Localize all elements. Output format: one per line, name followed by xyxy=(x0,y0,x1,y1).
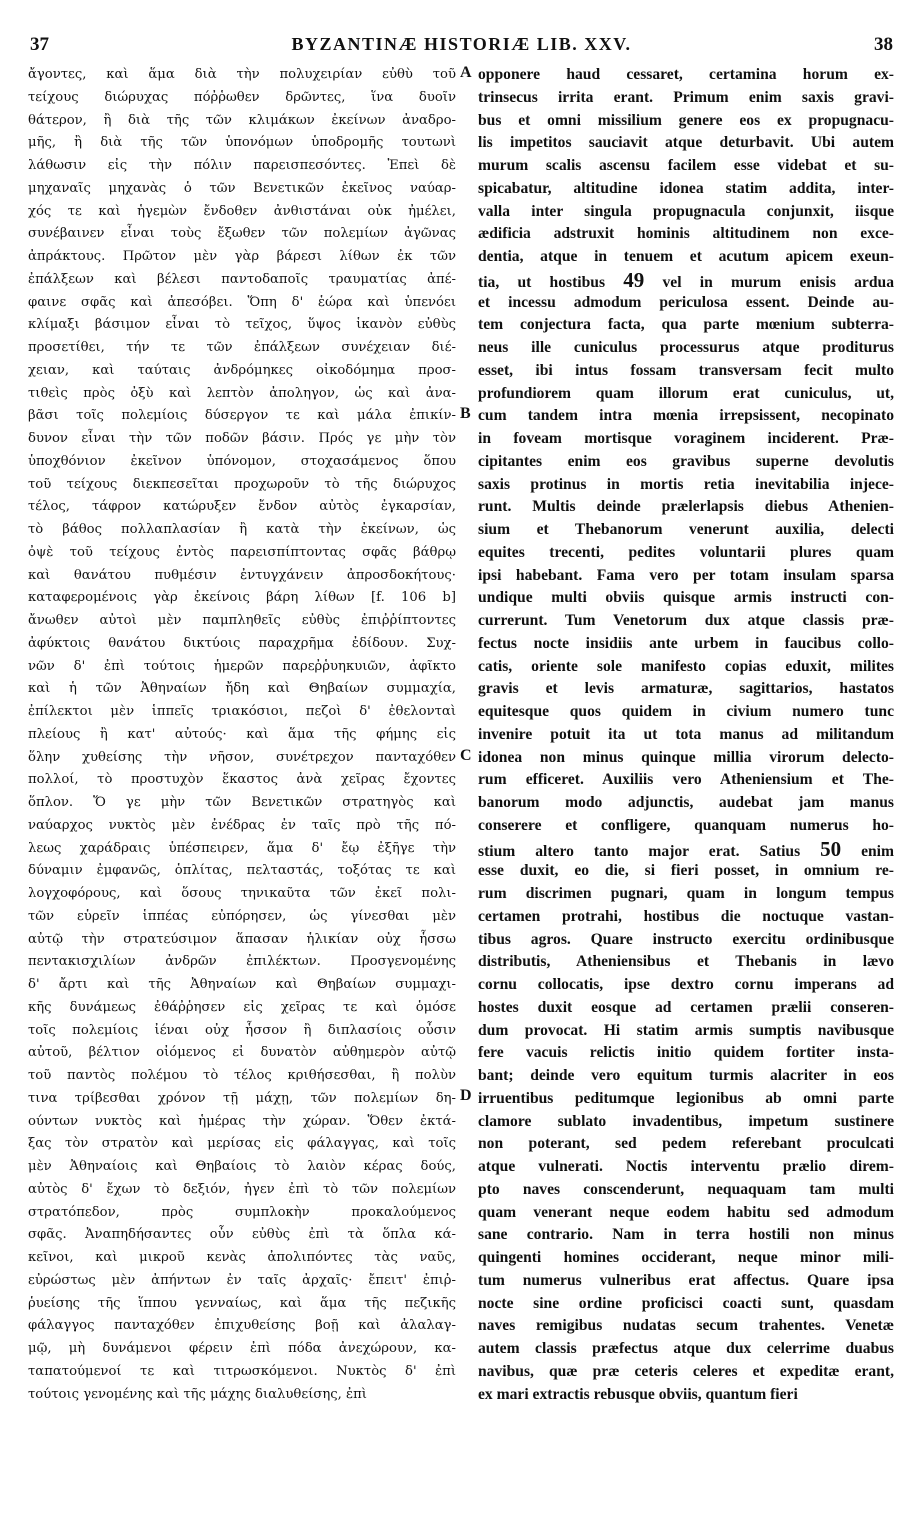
latin-text-line: clamore sublato invadentibus, impetum sustinere xyxy=(478,1112,894,1130)
running-title: BYZANTINÆ HISTORIÆ LIB. XXV. xyxy=(291,34,632,54)
greek-text-line: πεντακισχιλίων ἀνδρῶν ἐπιλέκτων. Προσγενομένης xyxy=(28,954,456,970)
greek-text-line: ταπατούμενοί τε καὶ τιτρωσκόμενοι. Νυκτὸς δ' ἐπὶ xyxy=(28,1363,456,1379)
latin-text-line: idonea non minus quinque millia virorum delecto- xyxy=(478,748,894,766)
greek-text-line: κλίμαξι βάσιμον εἶναι τὸ τεῖχος, ὕψος ἱκανὸν εὐθὺς xyxy=(28,317,456,333)
latin-text-line: equitesque quos quidem in civium numero tunc xyxy=(478,703,894,720)
latin-text-line: tum numerus vulneribus erat affectus. Quare ipsa xyxy=(478,1271,894,1289)
greek-text-line: λεως χαράδραις ὑπέσπειρεν, ἅμα δ' ἔῳ ἐξῆγε τὴν xyxy=(28,840,456,856)
greek-text-line: καταφερομένοις γὰρ ἐκείνοις βάρη λίθων [f. 106 b] xyxy=(28,590,456,606)
greek-text-line: μὲν Ἀθηναίοις καὶ Θηβαίοις τὸ λαιὸν κέρας δούς, xyxy=(28,1159,456,1174)
latin-text-line: catis, oriente sole manifesto copias eduxit, milites xyxy=(478,657,894,675)
latin-text-line: distributis, Atheniensibus et Thebanis in lævo xyxy=(478,953,894,971)
latin-text-line: bant; deinde vero equitum turmis alacriter in eos xyxy=(478,1067,894,1084)
greek-text-line: θάτερον, ἢ διὰ τῆς τῶν κλιμάκων ἐκείνων ἀναδρο- xyxy=(28,112,456,128)
greek-text-line: φαινε σφᾶς καὶ ἀπεσόβει. Ὅπη δ' ἑώρα καὶ ὑπενόει xyxy=(28,294,456,310)
latin-text-line: gravis et levis armaturæ, sagittarios, hastatos xyxy=(478,680,894,698)
greek-text-line: ὀψὲ τοῦ τείχους ἐντὸς παρεισπίπτοντας σφᾶς βάθρῳ xyxy=(28,544,456,560)
latin-text-line: atque vulnerati. Noctis interventu prælio direm- xyxy=(478,1158,894,1175)
page-number-right: 38 xyxy=(873,34,893,55)
latin-text-line: trinsecus irrita erant. Primum enim saxis gravi- xyxy=(478,88,894,106)
greek-text-line: λογχοφόρους, καὶ ὅσους τηνικαῦτα τῶν ἐκεῖ πολι- xyxy=(28,886,456,901)
latin-text-line: rum efficeret. Auxiliis vero Atheniensium et The- xyxy=(478,771,894,789)
section-number: 49 xyxy=(623,268,645,292)
latin-text-line: pto naves conscenderunt, nequaquam tam multi xyxy=(478,1180,894,1198)
greek-text-line: βᾶσι τοῖς πολεμίοις δύσεργον τε καὶ μάλα ἐπικίν- xyxy=(28,408,456,424)
latin-text-line: quingenti homines occiderant, neque minor mili- xyxy=(478,1249,894,1266)
greek-text-line: ῥυείσης τῆς ἵππου γενναίως, καὶ ἅμα τῆς πεζικῆς xyxy=(28,1295,456,1311)
latin-text-line: irruentibus peditumque legionibus ab omni parte xyxy=(478,1089,894,1107)
latin-text-line: certamen protrahi, hostibus die noctuque vastan- xyxy=(478,907,894,925)
latin-text-line: saxis protinus in mortis retia inevitabilia injece- xyxy=(478,475,894,493)
latin-text-line: navibus, quæ præ ceteris celeres et expeditæ erant, xyxy=(478,1362,894,1380)
latin-text-line: ipsi habebant. Fama vero per totam insulam sparsa xyxy=(478,566,894,584)
greek-text-line: ἄγοντες, καὶ ἅμα διὰ τὴν πολυχειρίαν εὐθὺ τοῦ xyxy=(28,67,456,82)
greek-text-line: τέλος, τάφρον κατώρυξεν ἔνδον αὐτὸς ἐγκαρσίαν, xyxy=(28,499,456,515)
greek-text-line: αὐτὸς δ' ἔχων τὸ δεξιόν, ἠγεν ἐπὶ τὸ τῶν πολεμίων xyxy=(28,1181,456,1197)
latin-text-line: cipitantes enim eos gravibus superne devolutis xyxy=(478,452,894,470)
latin-text-line: et incessu admodum periculosa essent. Deinde au- xyxy=(478,293,894,311)
greek-text-line: ούντων νυκτὸς καὶ ἡμέρας τὴν χώραν. Ὅθεν ἐκτά- xyxy=(28,1113,456,1129)
greek-text-line: πλείους ἢ κατ' αὐτούς· καὶ ἅμα τῆς φήμης εἰς xyxy=(28,726,456,742)
latin-text-line: fere vacuis relictis initio quidem fortiter insta- xyxy=(478,1044,894,1062)
greek-text-line: μηχαναῖς μηχανὰς ὁ τῶν Βενετικῶν ἐκεῖνος ναύαρ- xyxy=(28,180,456,196)
latin-text-line: invenire potuit ita ut tota manus ad militandum xyxy=(478,725,894,743)
greek-text-line: πολλοί, τὸ προστυχὸν ἕκαστος ἀνὰ χεῖρας ἔχοντες xyxy=(28,772,456,788)
latin-text-line: hostes duxit eosque ad certamen prælii conseren- xyxy=(478,998,894,1016)
page-header xyxy=(30,34,893,58)
greek-text-line: τοῦ παντὸς πολέμου τὸ τέλος κριθήσεσθαι, ἢ πολὺν xyxy=(28,1068,456,1083)
greek-text-line: νῶν δ' ἐπὶ τούτοις ἡμερῶν παρεῤῥυηκυιῶν, ἀφῖκτο xyxy=(28,658,456,674)
latin-text-line: quam venerant neque eodem habitu sed admodum xyxy=(478,1203,894,1221)
greek-text-line: ὅλην χυθείσης τὴν νῆσον, συνέτρεχον πανταχόθεν xyxy=(28,749,456,765)
greek-text-line: ὑποχθόνιον ἐκεῖνον ὑπόνομον, στοχασάμενος ὅπου xyxy=(28,453,456,469)
latin-text-line: stium altero tanto major erat. Satius 50 enim xyxy=(478,837,894,861)
latin-text-line: dentia, atque in tenuem et acutum apicem exeun- xyxy=(478,248,894,265)
greek-text-line: στρατόπεδον, πρὸς συμπλοκὴν προκαλούμενος xyxy=(28,1204,456,1220)
margin-marker-a: A xyxy=(460,64,472,81)
latin-text-line: spicabatur, altitudine idonea statim addita, inter- xyxy=(478,179,894,197)
latin-text-line: profundiorem quam illorum erat cuniculus, ut, xyxy=(478,384,894,402)
greek-text-line: τοῦ τείχους διεκπεσεῖται προχωροῦν τὸ τῆς διώρυχος xyxy=(28,476,456,492)
latin-text-line: runt. Multis deinde prælerlapsis diebus Athenien- xyxy=(478,498,894,516)
latin-text-line: ædificia adstruxit hominis altitudinem non exce- xyxy=(478,225,894,243)
latin-text-line: equites trecenti, pedites voluntarii plures quam xyxy=(478,543,894,561)
greek-text-line: κῆς δυνάμεως ἐθάῤῥησεν εἰς χεῖρας τε καὶ ὁμόσε xyxy=(28,999,456,1015)
latin-text-line: cornu collocatis, ipse dextro cornu imperans ad xyxy=(478,976,894,993)
greek-text-line: ναύαρχος νυκτὸς μὲν ἐνέδρας ἐν ταῖς πρὸ τῆς πό- xyxy=(28,817,456,833)
margin-marker-d: D xyxy=(460,1087,472,1104)
latin-text-column xyxy=(478,64,894,1528)
latin-text-line: tem conjectura facta, qua parte mœnium subterra- xyxy=(478,316,894,334)
latin-text-line: opponere haud cessaret, certamina horum ex- xyxy=(478,66,894,83)
margin-marker-c: C xyxy=(460,747,472,764)
latin-text-line: esse duxit, eo die, si fieri posset, in omnium re- xyxy=(478,862,894,880)
latin-text-line: lis impetitos sauciavit atque deturbavit. Ubi autem xyxy=(478,134,894,152)
latin-text-line: naves remigibus nudatas secum trahentes. Venetæ xyxy=(478,1317,894,1335)
greek-text-line: αὐτῷ τὴν στρατεύσιμον ἅπασαν ἡλικίαν οὐχ ἧσσω xyxy=(28,931,456,947)
greek-text-line: δ' ἄρτι καὶ τῆς Ἀθηναίων καὶ Θηβαίων συμμαχι- xyxy=(28,977,456,992)
greek-text-line: ξας τὸν στρατὸν καὶ μερίσας εἰς φάλαγγας, καὶ τοῖς xyxy=(28,1136,456,1152)
greek-text-line: συνέβαινεν εἶναι τοὺς ἔξωθεν τῶν πολεμίων ἀγῶνας xyxy=(28,226,456,242)
latin-text-line: ex mari extractis rebusque obviis, quantum fieri xyxy=(478,1385,798,1403)
latin-text-line: murum scalis ascensu facilem esse videbat et su- xyxy=(478,157,894,174)
latin-text-line: tia, ut hostibus 49 vel in murum enisis ardua xyxy=(478,268,894,292)
greek-text-line: προσετίθει, τήν τε τῶν ἐπάλξεων συνέχειαν διέ- xyxy=(28,340,456,355)
greek-text-line: καὶ ἡ τῶν Ἀθηναίων ἤδη καὶ Θηβαίων συμμαχία, xyxy=(28,681,456,697)
greek-text-line: ἄνωθεν αὐτοὶ μὲν παμπληθεῖς εὐθὺς ἐπιῤῥίπτοντες xyxy=(28,613,456,628)
greek-text-line: φάλαγγος πανταχόθεν ἐπιχυθείσης βοῇ καὶ ἀλαλαγ- xyxy=(28,1318,456,1334)
greek-text-line: ἐπίλεκτοι μὲν ἱππεῖς τριακόσιοι, πεζοὶ δ' ἐθελονταὶ xyxy=(28,704,456,719)
greek-text-line: τείχους διώρυχας πόῤῥωθεν δρῶντες, ἵνα δυοῖν xyxy=(28,89,456,105)
latin-text-line: nocte sine ordine proficisci coacti sunt, quasdam xyxy=(478,1294,894,1312)
greek-text-line: ἐπάλξεων καὶ βέλεσι παντοδαποῖς τραυματίας ἀπέ- xyxy=(28,271,456,287)
latin-text-line: currerunt. Tum Venetorum dux atque classis præ- xyxy=(478,612,894,629)
margin-marker-b: B xyxy=(460,405,471,422)
latin-text-line: conserere et confligere, quanquam numerus ho- xyxy=(478,816,894,834)
greek-text-line: δύναμιν ἐμφανῶς, ὁπλίτας, πελταστάς, τοξότας τε καὶ xyxy=(28,863,456,879)
greek-text-line: σφᾶς. Ἀναπηδήσαντες οὖν εὐθὺς ἐπὶ τὰ ὅπλα κά- xyxy=(28,1227,456,1243)
greek-text-line: τὸ βάθος πολλαπλασίαν ἢ κατὰ τὴν ἐκείνων, ὡς xyxy=(28,522,456,537)
greek-text-line: λάθωσιν εἰς τὴν πόλιν παρεισπεσόντες. Ἐπεὶ δὲ xyxy=(28,158,456,173)
latin-text-line: valla inter singula propugnacula conjunxit, iisque xyxy=(478,202,894,220)
latin-text-line: rum discrimen pugnari, quam in longum tempus xyxy=(478,885,894,902)
latin-text-line: bus et omni missilium genere eos ex propugnacu- xyxy=(478,111,894,129)
latin-text-line: esset, ibi intus fossam transversam fecit multo xyxy=(478,361,894,379)
section-number: 50 xyxy=(820,837,842,861)
greek-text-line: ἀπράκτους. Πρῶτον μὲν γὰρ βάρεσι λίθων ἐκ τῶν xyxy=(28,249,456,264)
greek-text-column xyxy=(28,64,456,1528)
greek-text-line: ἀφύκτοις θανάτου δικτύοις παραχρῆμα ἐδίδουν. Συχ- xyxy=(28,635,456,651)
page-number-left: 37 xyxy=(30,34,49,55)
greek-text-line: κεῖνοι, καὶ μικροῦ κενὰς ἀπολιπόντες τὰς ναῦς, xyxy=(28,1250,456,1265)
latin-text-line: banorum modo adjunctis, audebat jam manus xyxy=(478,794,894,811)
latin-text-line: tibus agros. Quare instructo exercitu ordinibusque xyxy=(478,930,894,948)
greek-text-line: χός τε καὶ ἡγεμὼν ἔνδοθεν ἀνθιστάναι οὐκ ἠμέλει, xyxy=(28,203,456,219)
greek-text-line: αὐτοῦ, βέλτιον οἰόμενος εἰ δυνατὸν αὐθημερὸν αὐτῷ xyxy=(28,1045,456,1061)
greek-text-line: μῆς, ἢ διὰ τῆς τῶν ὑπονόμων ὑποδρομῆς τουτωνὶ xyxy=(28,135,456,151)
greek-text-line: τῶν εὑρεῖν ἱππέας εὐπόρησεν, ὡς γίνεσθαι μὲν xyxy=(28,908,456,924)
greek-text-line: μῷ, μὴ δυνάμενοι φέρειν ἐπὶ πόδα ἀνεχώρουν, κα- xyxy=(28,1341,456,1356)
latin-text-line: dum provocat. Hi statim armis sumptis navibusque xyxy=(478,1021,894,1039)
greek-text-line: τούτοις γενομένης καὶ τῆς μάχης διαλυθείσης, ἐπὶ xyxy=(28,1386,367,1402)
greek-text-line: ὅπλον. Ὅ γε μὴν τῶν Βενετικῶν στρατηγὸς καὶ xyxy=(28,795,456,810)
latin-text-line: sium et Thebanorum venerunt auxilia, delecti xyxy=(478,521,894,538)
latin-text-line: non poterant, sed pedem referebant proculcati xyxy=(478,1135,894,1153)
latin-text-line: undique multi obviis quisque armis instructi con- xyxy=(478,589,894,607)
latin-text-line: neus ille cuniculus processurus atque proditurus xyxy=(478,339,894,356)
latin-text-line: autem classis præfectus atque dux celerrime duabus xyxy=(478,1340,894,1357)
greek-text-line: τινα τρίβεσθαι χρόνον τῇ μάχῃ, τῶν πολεμίων δη- xyxy=(28,1090,456,1106)
greek-text-line: τοῖς πολεμίοις ἰέναι οὐχ ἧσσον ἢ διπλασίοις οὖσιν xyxy=(28,1022,456,1038)
greek-text-line: εὐρώστως μὲν ἀπήντων ἐν ταῖς ἀρχαῖς· ἔπειτ' ἐπιῤ- xyxy=(28,1272,456,1288)
greek-text-line: καὶ θανάτου πυθμέσιν ἐντυγχάνειν ἀπροσδοκήτους· xyxy=(28,567,456,583)
latin-text-line: cum tandem intra mœnia irrepsissent, necopinato xyxy=(478,407,894,425)
greek-text-line: δυνον εἶναι τὴν τῶν ποδῶν βάσιν. Πρός γε μὴν τὸν xyxy=(28,431,456,446)
greek-text-line: τιθεὶς πρὸς ὀξὺ καὶ λεπτὸν ἀποληγον, ὡς καὶ ἀνα- xyxy=(28,385,456,401)
latin-text-line: sane contrario. Nam in terra hostili non minus xyxy=(478,1226,894,1244)
latin-text-line: fectus nocte insidiis ante urbem in faucibus collo- xyxy=(478,634,894,652)
greek-text-line: χειαν, καὶ ταύταις ἀνδρόμηκες οἰκοδόμημα προσ- xyxy=(28,362,456,378)
latin-text-line: in foveam mortisque voraginem inciderent. Præ- xyxy=(478,430,894,447)
